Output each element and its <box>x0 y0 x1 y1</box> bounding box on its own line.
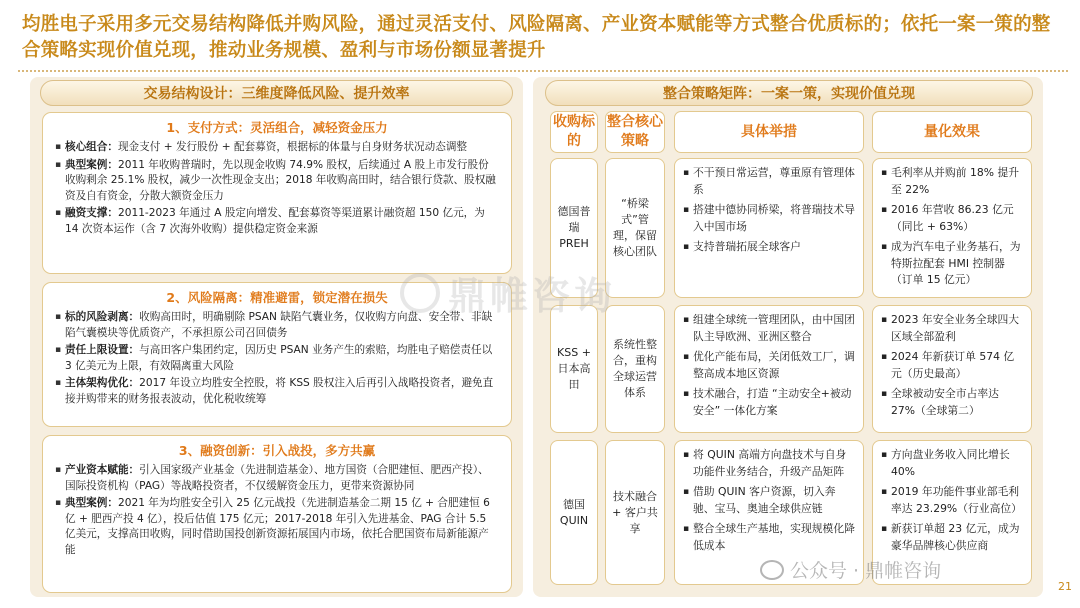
bullet-item: ▪ 产业资本赋能：引入国家级产业基金（先进制造基金）、地方国资（合肥建恒、肥西产投）、国际投资机构（PAG）等战略投资者，不仅缓解资金压力，更带来资源协同 <box>55 463 499 494</box>
left-panel-title: 交易结构设计：三维度降低风险、提升效率 <box>40 80 513 106</box>
effect-item: ▪ 2024 年新获订单 574 亿元（历史最高） <box>881 349 1023 382</box>
row-measures-kss <box>674 305 864 433</box>
effect-item: ▪ 全球被动安全市占率达 27%（全球第二） <box>881 386 1023 419</box>
title-divider <box>18 70 1068 74</box>
effect-item: ▪ 2023 年安全业务全球四大区域全部盈利 <box>881 312 1023 345</box>
card-risk-isolation <box>42 282 512 427</box>
effect-item: ▪ 方向盘业务收入同比增长 40% <box>881 447 1023 480</box>
page-headline: 均胜电子采用多元交易结构降低并购风险，通过灵活支付、风险隔离、产业资本赋能等方式整合优质标的；依托一案一策的整合策略实现价值兑现，推动业务规模、盈利与市场份额显著提升 <box>22 14 1051 61</box>
card-title: 2、风险隔离：精准避雷，锁定潜在损失 <box>166 290 388 305</box>
measure-item: ▪ 技术融合，打造 “主动安全+被动安全” 一体化方案 <box>683 386 855 419</box>
measure-item: ▪ 组建全球统一管理团队，由中国团队主导欧洲、亚洲区整合 <box>683 312 855 345</box>
row-strategy-preh: “桥梁式”管理，保留核心团队 <box>605 158 665 298</box>
bullet-item: ▪ 核心组合：现金支付 + 发行股份 + 配套募资，根据标的体量与自身财务状况动态调整 <box>55 140 499 156</box>
row-strategy-quin: 技术融合 + 客户共享 <box>605 440 665 585</box>
col-header-target: 收购标的 <box>550 111 598 153</box>
bullet-item: ▪ 融资支撑：2011-2023 年通过 A 股定向增发、配套募资等渠道累计融资超 150 亿元，为 14 次资本运作（含 7 次海外收购）提供稳定资金来源 <box>55 206 499 237</box>
page-number: 21 <box>1058 580 1072 593</box>
card-title: 1、支付方式：灵活组合，减轻资金压力 <box>166 120 388 135</box>
watermark: 鼎帷咨询 <box>400 265 616 320</box>
card-payment <box>42 112 512 274</box>
row-effects-quin <box>872 440 1032 585</box>
col-header-effects: 量化效果 <box>872 111 1032 153</box>
bullet-item: ▪ 主体架构优化：2017 年设立均胜安全控股，将 KSS 股权注入后再引入战略投资者，避免直接并购带来的财务报表波动，优化税收统筹 <box>55 376 499 407</box>
col-header-measures: 具体举措 <box>674 111 864 153</box>
row-target-kss: KSS + 日本高田 <box>550 305 598 433</box>
bullet-item: ▪ 标的风险剥离：收购高田时，明确剔除 PSAN 缺陷气囊业务，仅收购方向盘、安全带、非缺陷气囊模块等优质资产，不承担原公司召回债务 <box>55 310 499 341</box>
right-panel-title: 整合策略矩阵：一案一策，实现价值兑现 <box>545 80 1033 106</box>
bullet-item: ▪ 典型案例：2021 年为均胜安全引入 25 亿元战投（先进制造基金二期 15 亿 + 合肥建恒 6 亿 + 肥西产投 4 亿），投后估值 175 亿元；2017-2018 年引入先进基金、PAG 合计 5.5 亿美元，支撑高田收购，同时借助国投创新资源拓展国内市场，依托合肥国资布局新能源产能 <box>55 496 499 558</box>
row-effects-preh <box>872 158 1032 298</box>
effect-item: ▪ 新获订单超 23 亿元，成为豪华品牌核心供应商 <box>881 521 1023 554</box>
row-measures-quin <box>674 440 864 585</box>
bullet-item: ▪ 典型案例：2011 年收购普瑞时，先以现金收购 74.9% 股权，后续通过 A 股上市发行股份收购剩余 25.1% 股权，减少一次性现金支出；2018 年收购高田时，结合银行贷款、股权融资及自有资金，分散大额资金压力 <box>55 158 499 205</box>
card-financing <box>42 435 512 593</box>
measure-item: ▪ 支持普瑞拓展全球客户 <box>683 239 855 256</box>
measure-item: ▪ 借助 QUIN 客户资源，切入奔驰、宝马、奥迪全球供应链 <box>683 484 855 517</box>
col-header-strategy: 整合核心策略 <box>605 111 665 153</box>
measure-item: ▪ 优化产能布局，关闭低效工厂，调整高成本地区资源 <box>683 349 855 382</box>
measure-item: ▪ 不干预日常运营，尊重原有管理体系 <box>683 165 855 198</box>
row-target-quin: 德国QUIN <box>550 440 598 585</box>
effect-item: ▪ 毛利率从并购前 18% 提升至 22% <box>881 165 1023 198</box>
row-target-preh: 德国普瑞PREH <box>550 158 598 298</box>
row-strategy-kss: 系统性整合，重构全球运营体系 <box>605 305 665 433</box>
effect-item: ▪ 2019 年功能件事业部毛利率达 23.29%（行业高位） <box>881 484 1023 517</box>
measure-item: ▪ 搭建中德协同桥梁，将普瑞技术导入中国市场 <box>683 202 855 235</box>
bullet-item: ▪ 责任上限设置：与高田客户集团约定，因历史 PSAN 业务产生的索赔，均胜电子赔偿责任以 3 亿美元为上限，有效隔离重大风险 <box>55 343 499 374</box>
measure-item: ▪ 将 QUIN 高端方向盘技术与自身功能件业务结合，升级产品矩阵 <box>683 447 855 480</box>
row-effects-kss <box>872 305 1032 433</box>
row-measures-preh <box>674 158 864 298</box>
wechat-watermark: 公众号 · 鼎帷咨询 <box>760 556 941 583</box>
effect-item: ▪ 2016 年营收 86.23 亿元（同比 + 63%） <box>881 202 1023 235</box>
measure-item: ▪ 整合全球生产基地，实现规模化降低成本 <box>683 521 855 554</box>
card-title: 3、融资创新：引入战投，多方共赢 <box>178 443 376 458</box>
effect-item: ▪ 成为汽车电子业务基石，为特斯拉配套 HMI 控制器（订单 15 亿元） <box>881 239 1023 289</box>
